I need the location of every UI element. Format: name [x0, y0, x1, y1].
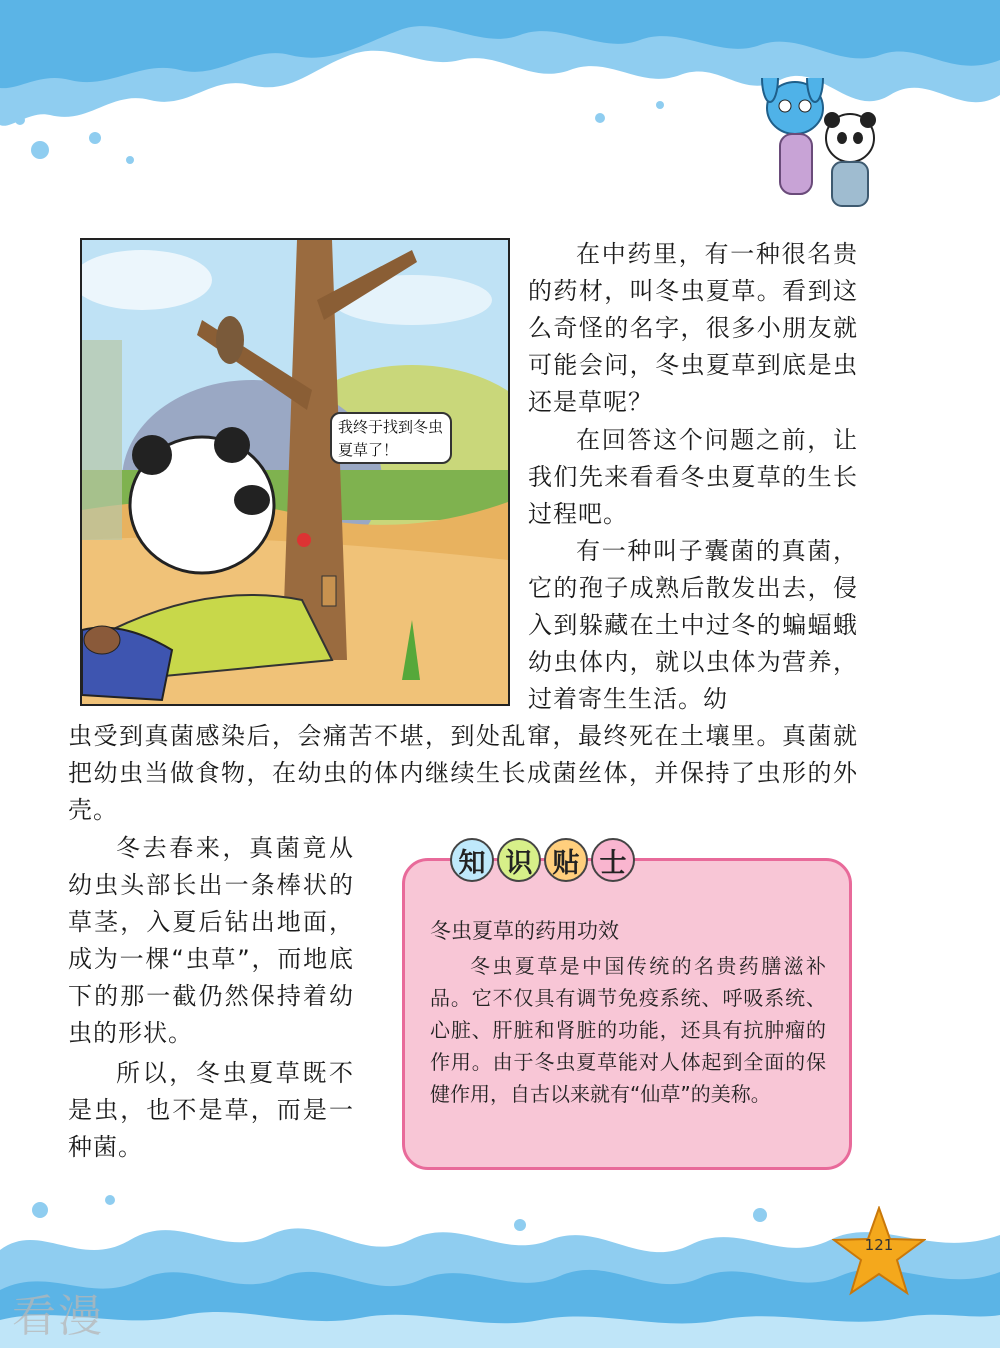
tips-heading: 冬虫夏草的药用功效: [430, 919, 619, 943]
speech-bubble: 我终于找到冬虫夏草了！: [330, 412, 452, 464]
paragraph-intro: 在中药里，有一种很名贵的药材，叫冬虫夏草。看到这么奇怪的名字，很多小朋友就可能会问，冬虫夏草到底是虫还是草呢？: [528, 240, 858, 416]
paragraph-conclusion: 所以，冬虫夏草既不是虫，也不是草，而是一种菌。: [68, 1059, 354, 1161]
tips-title-char: 贴: [544, 838, 588, 882]
tips-title-char: 士: [591, 838, 635, 882]
tips-title-char: 识: [497, 838, 541, 882]
watermark: 看漫: [12, 1291, 104, 1342]
page-number: 121: [864, 1236, 894, 1254]
mascot-panda: [824, 112, 876, 206]
paragraph-fungus-continued: 虫受到真菌感染后，会痛苦不堪，到处乱窜，最终死在土壤里。真菌就把幼虫当做食物，在幼虫的体内继续生长成菌丝体，并保持了虫形的外壳。: [68, 722, 858, 824]
comic-illustration: [82, 240, 508, 704]
tips-title-char: 知: [450, 838, 494, 882]
tips-text: 冬虫夏草是中国传统的名贵药膳滋补品。它不仅具有调节免疫系统、呼吸系统、心脏、肝脏和肾脏的功能，还具有抗肿瘤的作用。由于冬虫夏草能对人体起到全面的保健作用，自古以来就有“仙草”的美称。: [430, 954, 826, 1106]
paragraph-question: 在回答这个问题之前，让我们先来看看冬虫夏草的生长过程吧。: [528, 426, 858, 528]
paragraph-spring: 冬去春来，真菌竟从幼虫头部长出一条棒状的草茎，入夏后钻出地面，成为一棵“虫草”，而地底下的那一截仍然保持着幼虫的形状。: [68, 834, 354, 1047]
paragraph-fungus: 有一种叫子囊菌的真菌，它的孢子成熟后散发出去，侵入到躲藏在土中过冬的蝙蝠蛾幼虫体内，就以虫体为营养，过着寄生生活。幼: [528, 537, 858, 713]
mascot-illustration: [740, 78, 980, 228]
mascot-rabbit: [762, 78, 823, 194]
comic-panel: [80, 238, 510, 706]
knowledge-tips-title: [450, 838, 635, 882]
